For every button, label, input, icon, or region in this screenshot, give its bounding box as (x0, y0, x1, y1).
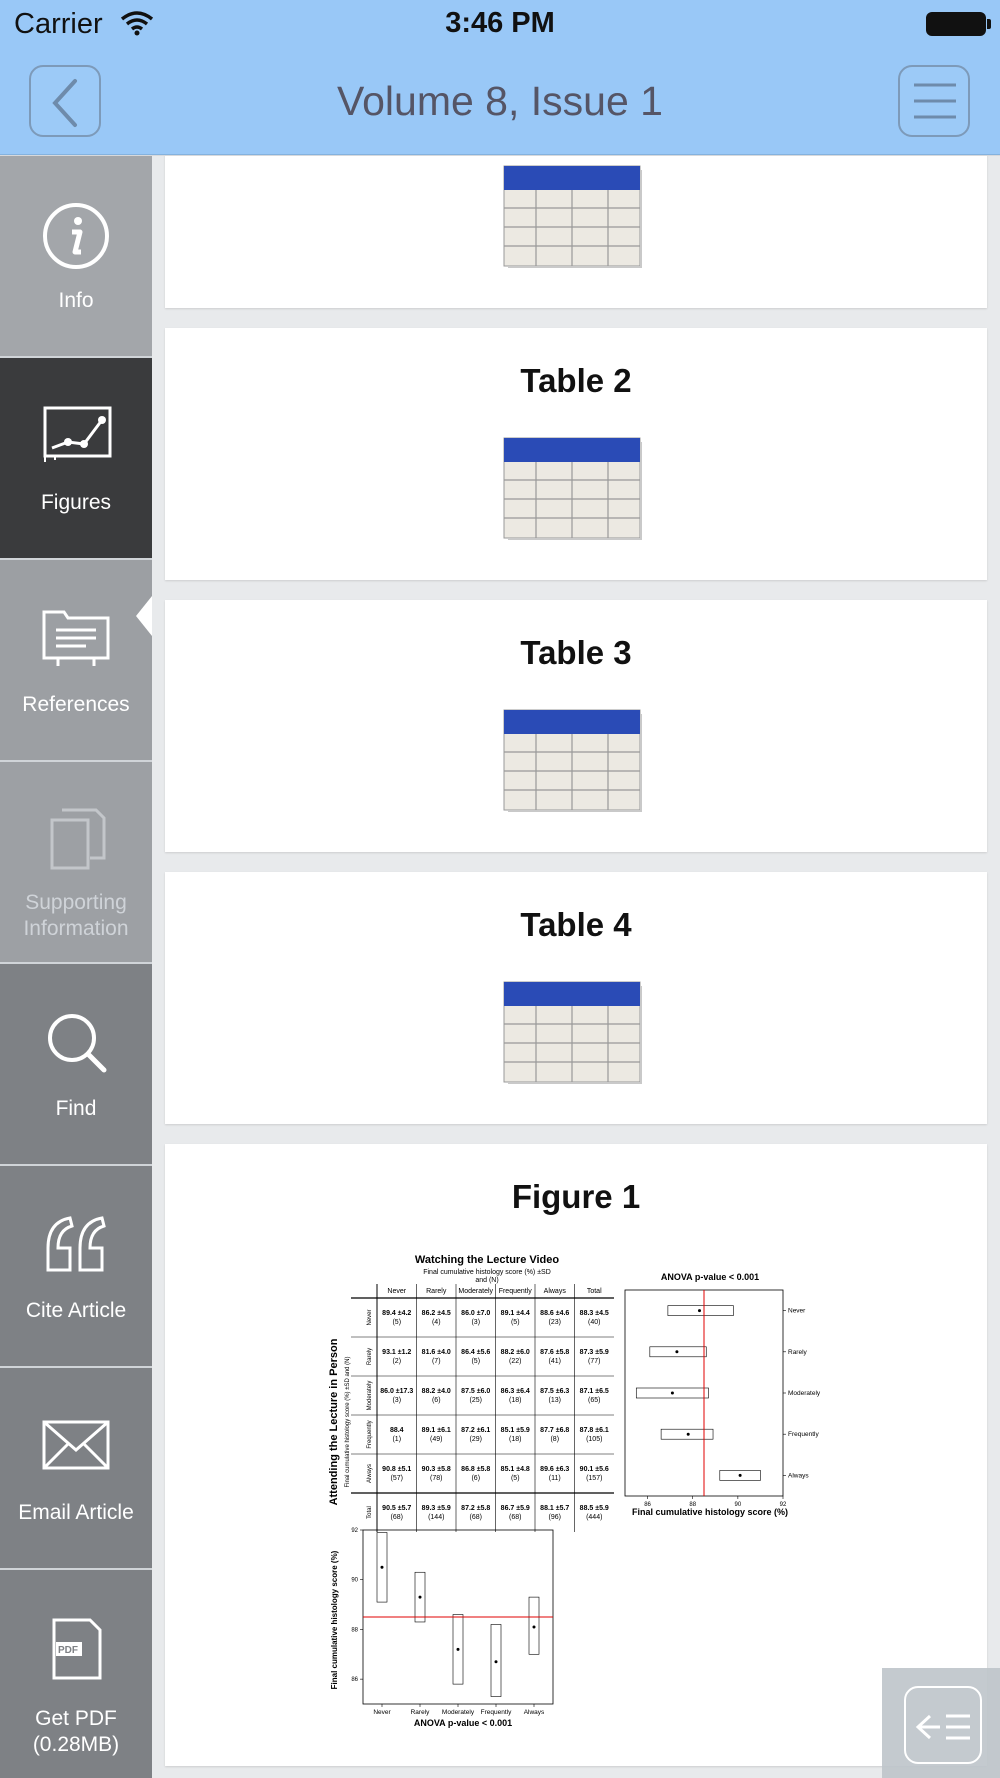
sidebar-item-find[interactable] (0, 964, 152, 1166)
fig-table-cell-n: (65) (588, 1397, 601, 1404)
sidebar-item-get-pdf[interactable] (0, 1570, 152, 1778)
fig-table-cell-n: (7) (431, 1358, 441, 1365)
fig-table-subtitle-2: and (N) (475, 1277, 499, 1284)
hamburger-menu-icon (900, 67, 972, 139)
fig-table-cell-n: (3) (471, 1319, 481, 1326)
right-chart-mean-point (687, 1433, 690, 1436)
fig-row-group-sublabel: Final cumulative histology score (%) ±SD and (N) (345, 1356, 351, 1488)
bottom-chart-mean-point (495, 1660, 498, 1663)
fig-table-col-header: Never (387, 1288, 407, 1295)
fig-table-cell-n: (157) (586, 1475, 603, 1482)
right-chart-tick-label: 92 (779, 1502, 787, 1508)
fig-table-cell-n: (25) (469, 1397, 482, 1404)
bottom-chart-mean-point (533, 1625, 536, 1628)
right-chart-tick-label: 90 (734, 1502, 742, 1508)
sidebar-item-info[interactable] (0, 156, 152, 358)
fig-table-cell-n: (41) (548, 1358, 561, 1365)
right-chart-tick-label: 88 (689, 1502, 697, 1508)
status-bar (0, 0, 1000, 50)
fig-table-cell-value: 89.1 ±6.1 (421, 1427, 451, 1434)
card-title: Table 4 (520, 906, 632, 943)
table-icon (502, 436, 642, 540)
fig-table-col-header: Rarely (426, 1288, 447, 1295)
fig-table-col-header: Always (543, 1288, 566, 1295)
figure-1-image (325, 1252, 835, 1732)
sidebar-item-references[interactable] (0, 560, 152, 762)
fig-table-cell-n: (5) (392, 1319, 402, 1326)
right-chart-xlabel: Final cumulative histology score (%) (631, 1507, 789, 1517)
fig-table-row-label: Frequently (367, 1420, 373, 1449)
sidebar-item-label: Supporting Information (23, 891, 129, 940)
bottom-chart-mean-point (381, 1566, 384, 1569)
collapse-sidebar-button[interactable] (882, 1668, 1000, 1778)
fig-table-cell-n: (1) (392, 1436, 402, 1443)
table-card[interactable] (165, 600, 987, 852)
bottom-chart-mean-point (419, 1596, 422, 1599)
right-chart-category-label: Moderately (788, 1390, 821, 1397)
fig-table-cell-value: 87.6 ±5.8 (540, 1349, 570, 1356)
fig-table-col-header: Frequently (498, 1288, 532, 1295)
fig-table-col-header: Total (586, 1288, 602, 1295)
right-chart-category-label: Never (788, 1307, 806, 1315)
bottom-chart-category-label: Frequently (480, 1709, 512, 1716)
fig-table-col-header: Moderately (458, 1288, 494, 1295)
fig-table-cell-n: (22) (509, 1358, 522, 1365)
fig-table-title: Watching the Lecture Video (414, 1254, 560, 1266)
fig-table-cell-value: 88.5 ±5.9 (579, 1505, 609, 1512)
fig-table-cell-value: 86.3 ±6.4 (500, 1388, 530, 1395)
fig-table-cell-value: 89.3 ±5.9 (421, 1505, 451, 1512)
fig-table-cell-value: 89.1 ±4.4 (500, 1310, 530, 1317)
fig-table-row-label: Always (367, 1463, 373, 1484)
right-chart-mean-point (698, 1309, 701, 1312)
fig-table-cell-n: (68) (509, 1514, 522, 1521)
info-icon (0, 196, 152, 276)
right-interval-chart (625, 1290, 821, 1508)
clock: 3:46 PM (445, 7, 555, 39)
fig-table-cell-value: 87.2 ±6.1 (461, 1427, 491, 1434)
fig-table-cell-n: (68) (469, 1514, 482, 1521)
sidebar-item-email-article[interactable] (0, 1368, 152, 1570)
sidebar-item-supporting-information[interactable] (0, 762, 152, 964)
fig-table-cell-value: 89.6 ±6.3 (540, 1466, 570, 1473)
fig-table-cell-value: 88.2 ±6.0 (500, 1349, 530, 1356)
fig-table-cell-n: (3) (392, 1397, 402, 1404)
svg-text:PDF: PDF (58, 1645, 78, 1656)
fig-table-cell-n: (68) (390, 1514, 403, 1521)
fig-table-row-label: Rarely (367, 1347, 373, 1366)
back-arrow-list-icon (906, 1688, 984, 1766)
fig-table-cell-value: 88.4 (389, 1427, 404, 1434)
bottom-interval-chart (351, 1528, 553, 1716)
fig-table-cell-n: (57) (390, 1475, 403, 1482)
bottom-chart-ylabel: Final cumulative histology score (%) (330, 1550, 339, 1690)
fig-table-cell-value: 90.8 ±5.1 (382, 1466, 412, 1473)
fig-table-cell-n: (18) (509, 1436, 522, 1443)
fig-table-cell-n: (78) (430, 1475, 443, 1482)
fig-table-row-label: Total (367, 1506, 373, 1519)
card-title: Table 3 (520, 634, 632, 671)
fig-table-cell-value: 81.6 ±4.0 (421, 1349, 451, 1356)
card-title: Table 2 (520, 362, 632, 399)
right-chart-title: ANOVA p-value < 0.001 (660, 1272, 760, 1282)
bottom-chart-category-label: Never (373, 1709, 391, 1716)
bottom-chart-title: ANOVA p-value < 0.001 (413, 1718, 513, 1728)
copy-documents-icon (0, 802, 152, 882)
menu-button[interactable] (898, 65, 970, 137)
figures-chart-icon (0, 398, 152, 478)
fig-table-cell-value: 88.6 ±4.6 (540, 1310, 570, 1317)
fig-table-cell-n: (5) (510, 1475, 520, 1482)
sidebar-item-label: Figures (40, 491, 112, 514)
sidebar-item-label: Cite Article (25, 1299, 127, 1322)
fig-table-cell-value: 90.1 ±5.6 (579, 1466, 609, 1473)
fig-table-cell-n: (11) (548, 1475, 561, 1482)
fig-table-cell-n: (40) (588, 1319, 601, 1326)
pdf-icon (0, 1610, 152, 1690)
fig-table-cell-value: 93.1 ±1.2 (382, 1349, 412, 1356)
fig-table-cell-value: 89.4 ±4.2 (382, 1310, 412, 1317)
fig-table-row-label: Moderately (367, 1380, 373, 1411)
fig-table-cell-value: 86.2 ±4.5 (421, 1310, 451, 1317)
fig-table-cell-value: 87.7 ±6.8 (540, 1427, 570, 1434)
fig-table-cell-n: (4) (431, 1319, 441, 1326)
fig-table-cell-n: (6) (431, 1397, 441, 1404)
fig-table-cell-n: (444) (586, 1514, 603, 1521)
fig-table-cell-value: 85.1 ±5.9 (500, 1427, 530, 1434)
bottom-chart-tick-label: 88 (351, 1627, 358, 1634)
page-title: Volume 8, Issue 1 (337, 78, 663, 124)
fig-table-cell-value: 85.1 ±4.8 (500, 1466, 530, 1473)
bottom-chart-tick-label: 90 (351, 1577, 358, 1584)
sidebar-item-label: Email Article (18, 1501, 134, 1524)
fig-table-cell-n: (8) (550, 1436, 560, 1443)
fig-table-cell-value: 88.2 ±4.0 (421, 1388, 451, 1395)
table-card[interactable] (165, 872, 987, 1124)
fig-table-cell-value: 88.1 ±5.7 (540, 1505, 570, 1512)
fig-table-cell-value: 86.7 ±5.9 (500, 1505, 530, 1512)
fig-table-cell-n: (5) (471, 1358, 481, 1365)
right-chart-mean-point (739, 1474, 742, 1477)
bottom-chart-category-label: Moderately (441, 1709, 475, 1716)
envelope-icon (0, 1408, 152, 1488)
collapse-button-frame (904, 1686, 982, 1764)
fig-table-cell-n: (144) (428, 1514, 445, 1521)
fig-table-cell-n: (77) (588, 1358, 601, 1365)
fig-table-cell-value: 87.3 ±5.9 (579, 1349, 609, 1356)
table-icon (502, 164, 642, 268)
fig-table-cell-value: 90.3 ±5.8 (421, 1466, 451, 1473)
bottom-chart-tick-label: 86 (351, 1677, 358, 1684)
fig-table-cell-n: (5) (510, 1319, 520, 1326)
figure-card[interactable] (165, 1144, 987, 1766)
table-card[interactable] (165, 156, 987, 308)
bottom-chart-mean-point (457, 1648, 460, 1651)
bottom-chart-category-label: Always (523, 1709, 545, 1716)
fig-row-group-label: Attending the Lecture in Person (328, 1338, 340, 1506)
references-folder-icon (0, 600, 152, 680)
fig-table-cell-value: 87.1 ±6.5 (579, 1388, 609, 1395)
fig-table-cell-value: 86.4 ±5.6 (461, 1349, 491, 1356)
right-chart-category-label: Frequently (788, 1431, 819, 1439)
sidebar-item-label: Info (58, 289, 94, 312)
carrier-label: Carrier (14, 8, 103, 40)
right-chart-tick-label: 86 (644, 1502, 651, 1508)
bottom-chart-tick-label: 92 (351, 1528, 358, 1534)
selected-indicator (136, 596, 152, 636)
sidebar (0, 156, 152, 1778)
fig-table-cell-n: (105) (586, 1436, 603, 1443)
search-icon (0, 1004, 152, 1084)
card-title: Figure 1 (511, 1178, 641, 1215)
sidebar-item-figures[interactable] (0, 358, 152, 560)
fig-table-subtitle: Final cumulative histology score (%) ±SD (423, 1269, 551, 1276)
fig-table-cell-value: 87.5 ±6.3 (540, 1388, 570, 1395)
fig-table-cell-value: 87.2 ±5.8 (461, 1505, 491, 1512)
fig-table-cell-value: 86.0 ±7.0 (461, 1310, 491, 1317)
fig-table-cell-n: (49) (430, 1436, 443, 1443)
quote-icon (0, 1206, 152, 1286)
fig-table-cell-value: 90.5 ±5.7 (382, 1505, 412, 1512)
bottom-chart-category-label: Rarely (410, 1709, 430, 1716)
fig-table-cell-n: (2) (392, 1358, 402, 1365)
sidebar-item-cite-article[interactable] (0, 1166, 152, 1368)
right-chart-category-label: Rarely (788, 1348, 807, 1356)
fig-table-cell-value: 87.5 ±6.0 (461, 1388, 491, 1395)
fig-table-cell-n: (29) (469, 1436, 482, 1443)
nav-bar (0, 50, 1000, 155)
right-chart-category-label: Always (788, 1472, 809, 1480)
fig-table-cell-n: (96) (548, 1514, 561, 1521)
right-chart-mean-point (675, 1350, 678, 1353)
fig-table-cell-value: 88.3 ±4.5 (579, 1310, 609, 1317)
right-chart-mean-point (671, 1392, 674, 1395)
fig-table-cell-n: (18) (509, 1397, 522, 1404)
fig-table-cell-n: (13) (548, 1397, 561, 1404)
fig-table-row-label: Never (367, 1309, 373, 1326)
sidebar-item-label: Find (55, 1097, 97, 1120)
table-icon (502, 708, 642, 812)
fig-data-table (351, 1284, 614, 1532)
sidebar-item-label: Get PDF (0.28MB) (32, 1707, 120, 1756)
fig-table-cell-value: 86.8 ±5.8 (461, 1466, 491, 1473)
table-card[interactable] (165, 328, 987, 580)
content-scroll-area[interactable] (152, 156, 1000, 1778)
fig-table-cell-value: 87.8 ±6.1 (579, 1427, 609, 1434)
table-icon (502, 980, 642, 1084)
fig-table-cell-n: (23) (548, 1319, 561, 1326)
sidebar-item-label: References (22, 693, 130, 716)
fig-table-cell-value: 86.0 ±17.3 (380, 1388, 414, 1395)
battery-icon (926, 12, 986, 36)
fig-table-cell-n: (6) (471, 1475, 481, 1482)
